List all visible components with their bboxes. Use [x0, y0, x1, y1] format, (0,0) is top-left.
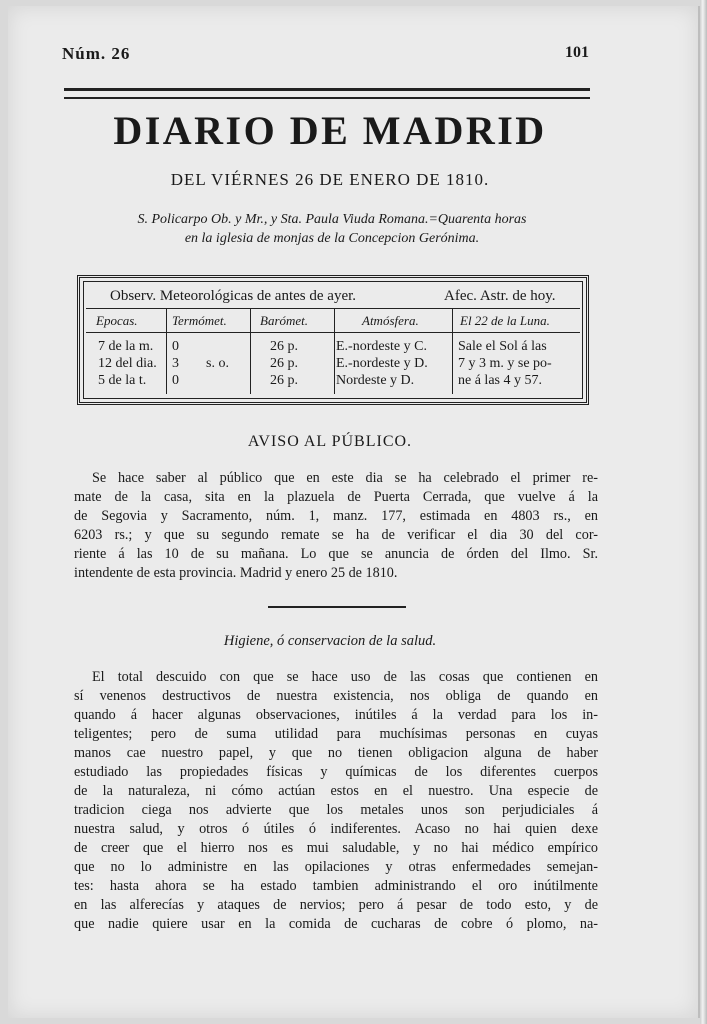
higiene-heading: Higiene, ó conservacion de la salud.: [223, 633, 437, 649]
atmosfera-morning: E.-nordeste y C.: [336, 339, 427, 354]
higiene-paragraph: [74, 668, 598, 934]
termometro-evening: 0: [172, 373, 179, 388]
text-line: de creer que el hierro nos es mui saludable, y no hai médico empírico: [74, 840, 598, 856]
astro-title: Afec. Astr. de hoy.: [444, 288, 556, 304]
col-termometro: Termómet.: [172, 313, 227, 328]
epoca-noon: 12 del dia.: [98, 356, 157, 371]
epoca-evening: 5 de la t.: [98, 373, 147, 388]
epocas-values: [98, 338, 157, 389]
text-line: de Segovia y Sacramento, núm. 1, manz. 177, estimada en 4803 rs., en: [74, 508, 598, 524]
barometro-evening: 26 p.: [270, 373, 298, 388]
column-divider: [166, 308, 167, 394]
column-divider: [250, 308, 251, 394]
luna-line: Sale el Sol á las: [458, 339, 547, 354]
atmosfera-values: [336, 338, 428, 389]
meteorological-table: [77, 275, 589, 405]
text-line: riente á las 10 de su mañana. Lo que se anuncia de órden del Ilmo. Sr.: [74, 546, 598, 562]
page-edge: [700, 0, 707, 1024]
aviso-heading: AVISO AL PÚBLICO.: [247, 433, 413, 450]
text-line: de la naturaleza, ni cómo actúan estos en el nuestro. Una especie de: [74, 783, 598, 799]
issue-number: Núm. 26: [62, 44, 131, 63]
barometro-noon: 26 p.: [270, 356, 298, 371]
newspaper-title: DIARIO DE MADRID: [113, 108, 547, 153]
col-barometro: Barómet.: [260, 313, 309, 328]
meteo-header-rule: [86, 308, 580, 309]
issue-date: DEL VIÉRNES 26 DE ENERO DE 1810.: [170, 170, 490, 189]
meteo-column-rule: [86, 332, 580, 333]
termometro-values: [172, 338, 179, 389]
masthead-rule: [64, 88, 590, 99]
col-luna: El 22 de la Luna.: [460, 313, 550, 328]
text-line: mate de la casa, sita en la plazuela de Puerta Cerrada, que vuelve á la: [74, 489, 598, 505]
saints-line: en la iglesia de monjas de la Concepcion Gerónima.: [184, 231, 480, 246]
text-line: estudiado las propiedades físicas y químicas de los diferentes cuerpos: [74, 764, 598, 780]
atmosfera-evening: Nordeste y D.: [336, 373, 415, 388]
col-atmosfera: Atmósfera.: [362, 313, 419, 328]
termometro-note: s. o.: [206, 356, 229, 371]
text-line: teligentes; pero de suma utilidad para muchísimas personas en cuyas: [74, 726, 598, 742]
atmosfera-noon: E.-nordeste y D.: [336, 356, 428, 371]
barometro-values: [270, 338, 298, 389]
aviso-paragraph: [74, 469, 598, 583]
termometro-noon: 3: [172, 356, 179, 371]
saints-line: S. Policarpo Ob. y Mr., y Sta. Paula Viuda Romana.=Quarenta horas: [137, 212, 527, 227]
text-line: en las alferecías y ataques de nervios; pero á pesar de todo esto, y de: [74, 897, 598, 913]
text-line: intendente de esta provincia. Madrid y enero 25 de 1810.: [74, 565, 398, 581]
luna-line: 7 y 3 m. y se po-: [458, 356, 552, 371]
termometro-morning: 0: [172, 339, 179, 354]
text-line: que no lo administre en las opilaciones y otras enfermedades semejan-: [74, 859, 598, 875]
text-line: tes: hasta ahora se ha estado tambien administrando el oro inútilmente: [74, 878, 598, 894]
page-number: 101: [565, 44, 589, 61]
section-divider: [268, 606, 406, 608]
text-line: El total descuido con que se hace uso de las cosas que contienen en: [92, 669, 598, 685]
text-line: tradicion ciega nos advierte que los metales unos son perjudiciales á: [74, 802, 598, 818]
text-line: manos cae nuestro papel, y que no tienen obligacion alguna de haber: [74, 745, 598, 761]
text-line: Se hace saber al público que en este dia se ha celebrado el primer re-: [92, 470, 598, 486]
text-line: sí venenos destructivos de nuestra existencia, nos obliga de quando en: [74, 688, 598, 704]
text-line: 6203 rs.; y que su segundo remate se ha de verificar el dia 30 del cor-: [74, 527, 598, 543]
epoca-morning: 7 de la m.: [98, 339, 154, 354]
barometro-morning: 26 p.: [270, 339, 298, 354]
text-line: quando á hacer algunas observaciones, inútiles á la verdad para los in-: [74, 707, 598, 723]
col-epocas: Epocas.: [96, 313, 138, 328]
luna-line: ne á las 4 y 57.: [458, 373, 542, 388]
luna-values: [458, 338, 552, 389]
saints-of-day: [72, 210, 592, 248]
column-divider: [452, 308, 453, 394]
text-line: nuestra salud, y otros ó útiles ó indiferentes. Acaso no hai quien dexe: [74, 821, 598, 837]
text-line: que nadie quiere usar en la comida de cucharas de cobre ó plomo, na-: [74, 916, 598, 932]
column-divider: [334, 308, 335, 394]
meteo-title: Observ. Meteorológicas de antes de ayer.: [110, 288, 357, 304]
